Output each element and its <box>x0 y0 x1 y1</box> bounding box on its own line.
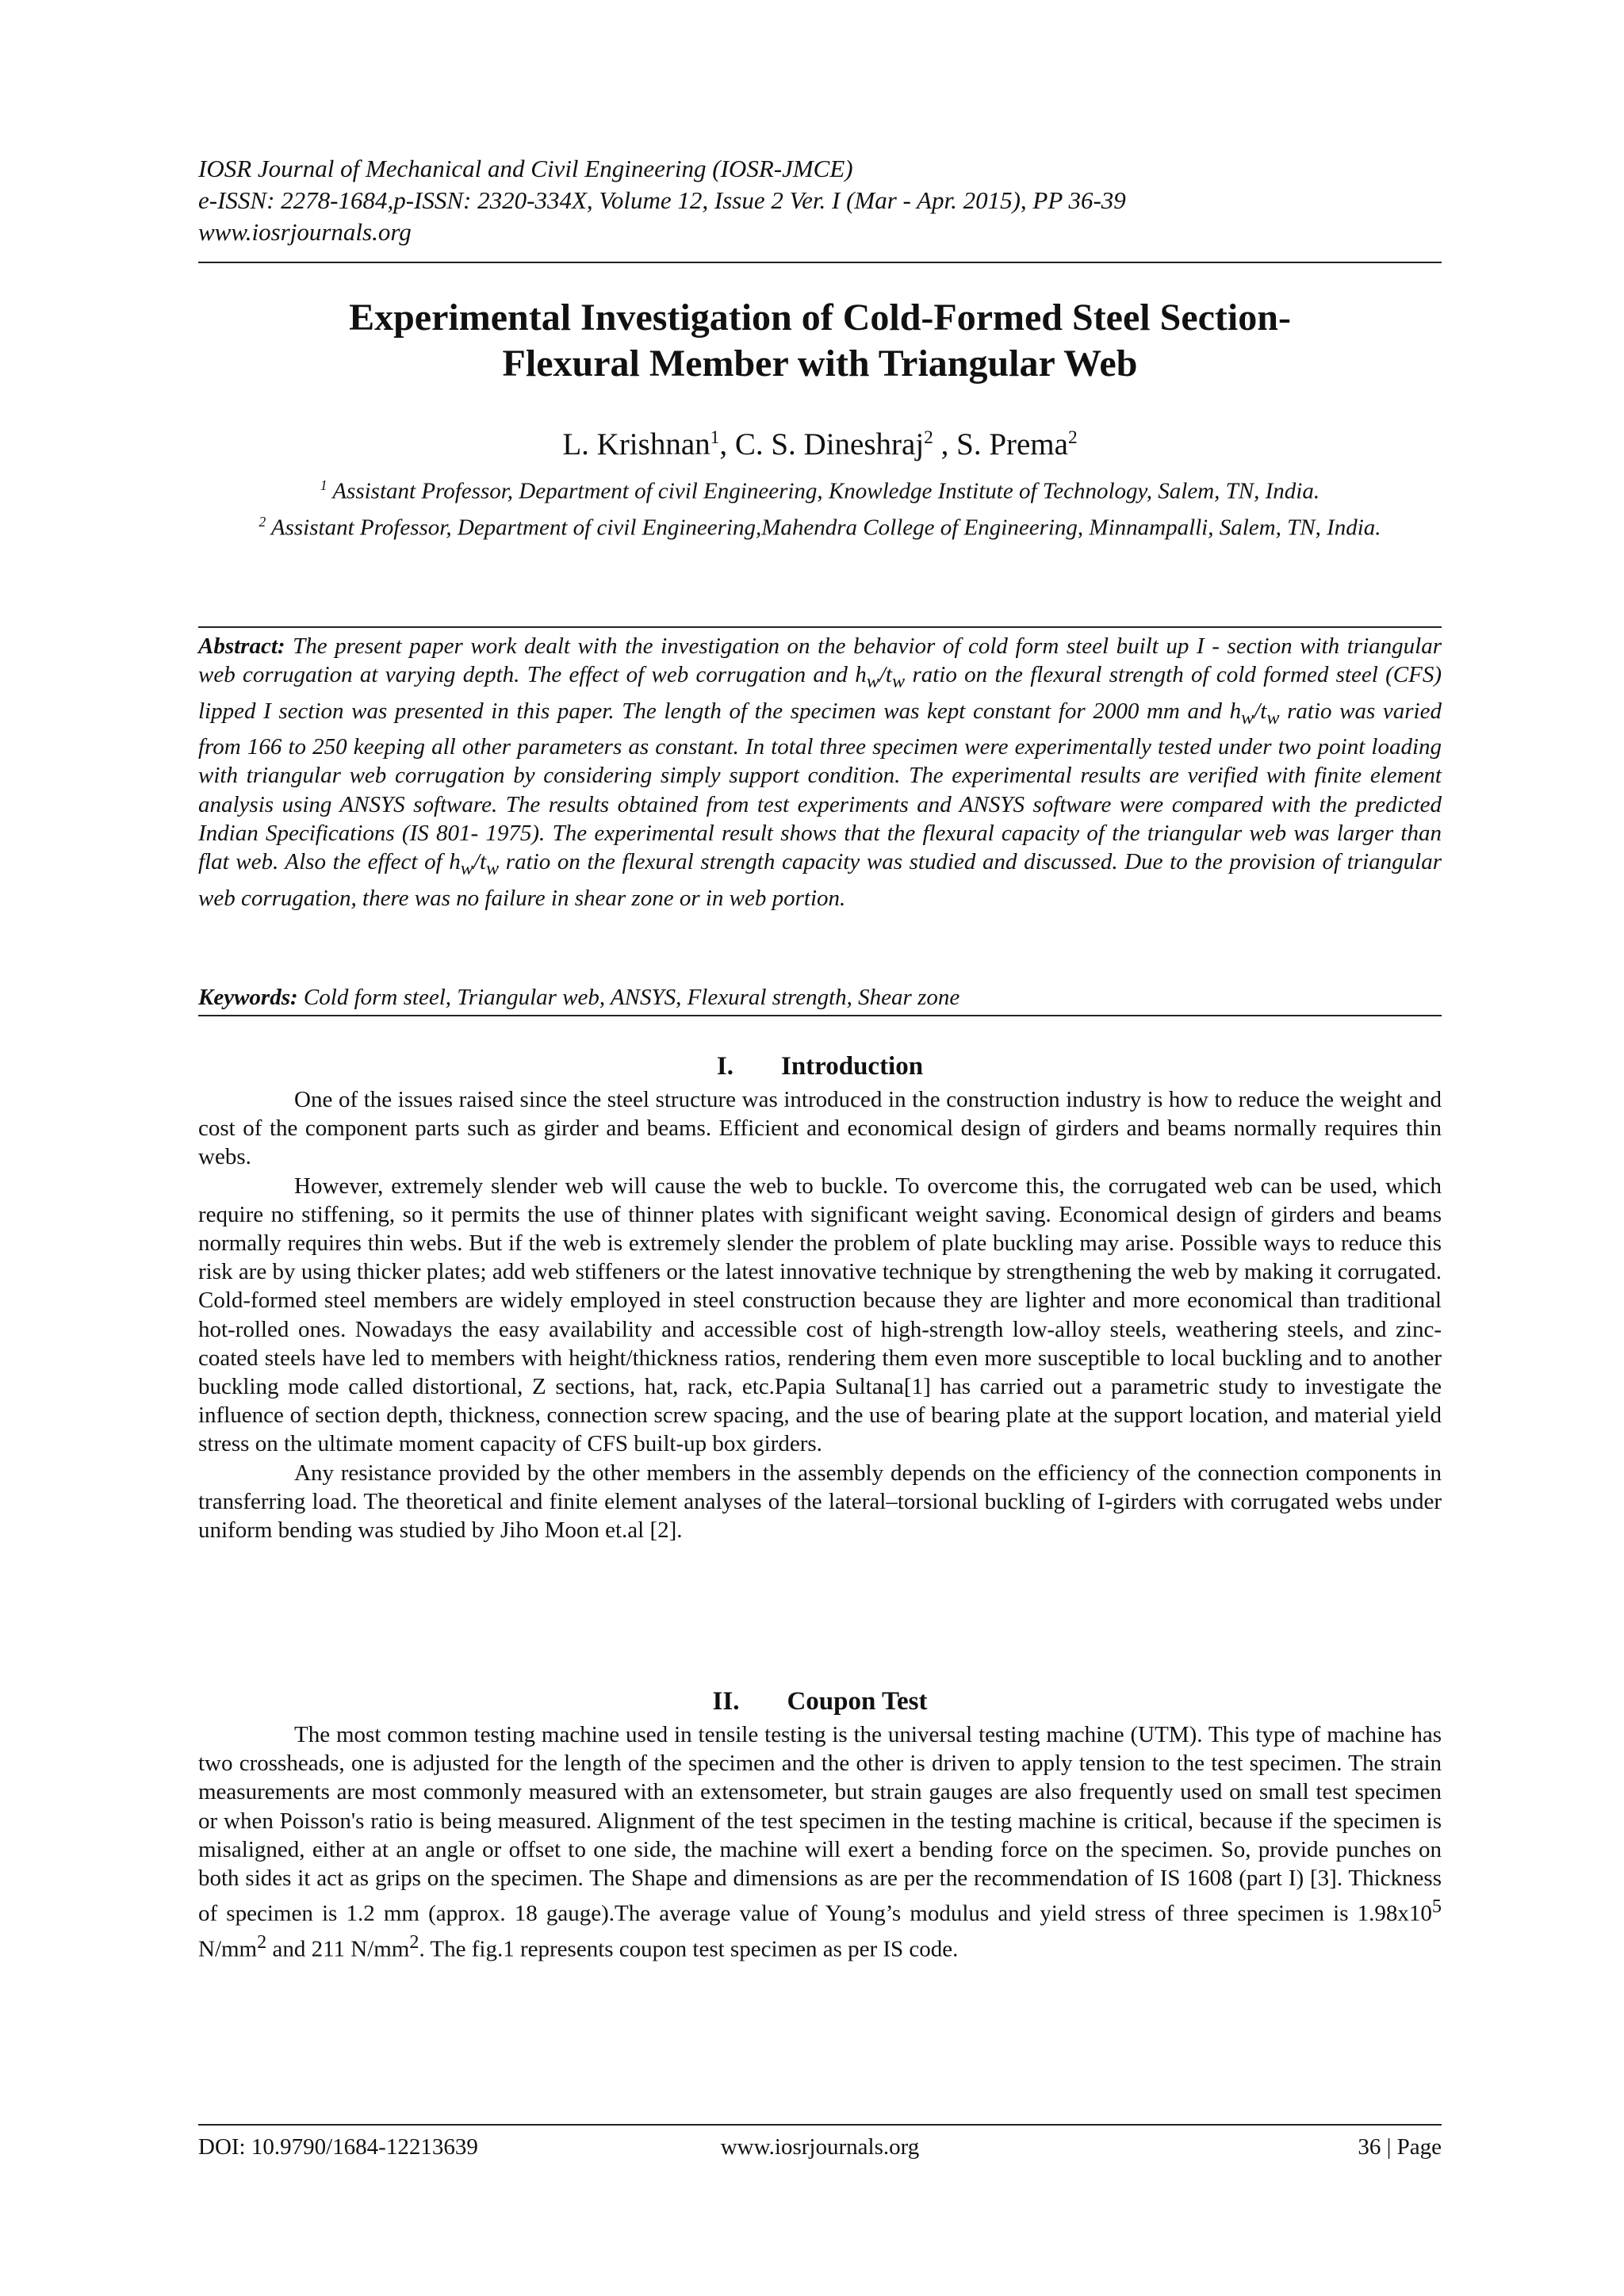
affil-mark: 2 <box>259 513 266 530</box>
footer-rule <box>198 2124 1442 2126</box>
paragraph-text: N/mm <box>198 1936 258 1962</box>
footer-doi: DOI: 10.9790/1684-12213639 <box>198 2134 478 2160</box>
paper-page <box>198 0 1442 2296</box>
subscript: w <box>892 671 906 693</box>
paragraph: Any resistance provided by the other members in the assembly depends on the efficiency of the connection components in transferring load. The theoretical and finite element analyses of the lateral–torsional buckling of I-girders with corrugated webs under uniform bending was studied by Jiho Moon et.al [2]. <box>198 1460 1442 1544</box>
abstract-text: ratio was varied from 166 to 250 keeping all other parameters as constant. In total three specimen were experimentally tested under two point loading with triangular web corrugation by considering simply support condition. The experimental results are verified with finite element analysis using ANSYS software. The results obtained from test experiments and ANSYS software were compared with the predicted Indian Specifications (IS 801- 1975). The experimental result shows that the flexural capacity of the triangular web was larger than flat web. Also the effect of h <box>198 698 1442 875</box>
journal-issn: e-ISSN: 2278-1684,p-ISSN: 2320-334X, Volume 12, Issue 2 Ver. I (Mar - Apr. 2015), PP 36-39 <box>198 186 1126 214</box>
abstract-top-rule <box>198 626 1442 628</box>
affiliation-1 <box>198 470 1442 507</box>
abstract-bottom-rule <box>198 1015 1442 1016</box>
abstract-text: ratio on the flexural strength capacity was studied and discussed. Due to the provision of triangular web corrugation, there was no failure in shear zone or in web portion. <box>198 849 1442 911</box>
paragraph: One of the issues raised since the steel structure was introduced in the construction industry is how to reduce the weight and cost of the component parts such as girder and beams. Efficient and economical design of girders and beams normally requires thin webs. <box>198 1087 1442 1170</box>
title-line-2: Flexural Member with Triangular Web <box>502 342 1138 385</box>
journal-name: IOSR Journal of Mechanical and Civil Engineering (IOSR-JMCE) <box>198 155 853 182</box>
section-number: II. <box>712 1687 740 1716</box>
footer-site[interactable]: www.iosrjournals.org <box>720 2134 920 2160</box>
keywords <box>198 983 1442 1012</box>
section-number: I. <box>716 1052 733 1081</box>
abstract-text: The present paper work dealt with the investigation on the behavior of cold form steel built up I - section with triangular web corrugation at varying depth. The effect of web corrugation and h <box>198 633 1442 688</box>
title-line-1: Experimental Investigation of Cold-Formed Steel Section- <box>349 297 1291 339</box>
keywords-label: Keywords: <box>198 985 298 1010</box>
subscript: w <box>460 858 473 880</box>
superscript: 2 <box>257 1931 267 1954</box>
author-affil-mark: 2 <box>924 427 933 448</box>
journal-header <box>198 153 1442 248</box>
author-affil-mark: 2 <box>1067 427 1078 448</box>
affil-text: Assistant Professor, Department of civil Engineering,Mahendra College of Engineering, Minnampalli, Salem, TN, India. <box>266 515 1381 541</box>
affil-mark: 1 <box>320 477 327 493</box>
affiliation-2 <box>198 507 1442 543</box>
subscript: w <box>486 858 500 880</box>
subscript: w <box>1241 706 1254 729</box>
subscript: w <box>866 671 879 693</box>
affil-text: Assistant Professor, Department of civil Engineering, Knowledge Institute of Technology, Salem, TN, India. <box>327 478 1320 504</box>
paragraph-text: The most common testing machine used in tensile testing is the universal testing machine (UTM). This type of machine has two crossheads, one is adjusted for the length of the specimen and the other is driven to apply tension to the test specimen. The strain measurements are most commonly measured with an extensometer, but strain gauges are also frequently used on small test specimen or when Poisson's ratio is being measured. Alignment of the test specimen in the testing machine is critical, because if the specimen is misaligned, either at an angle or offset to one side, the machine will exert a bending force on the specimen. So, provide punches on both sides it act as grips on the specimen. The Shape and dimensions as are per the recommendation of IS 1608 (part I) [3]. Thickness of specimen is 1.2 mm (approx. 18 gauge).The average value of Young’s modulus and yield stress of three specimen is 1.98x10 <box>198 1722 1442 1927</box>
author-krishnan: L. Krishnan <box>562 427 710 461</box>
abstract-label: Abstract: <box>198 633 285 659</box>
subscript: w <box>1266 706 1280 729</box>
section-title: Introduction <box>780 1052 924 1081</box>
author-prema: , S. Prema <box>933 427 1068 461</box>
footer-page-number: 36 | Page <box>1358 2134 1442 2160</box>
section-title: Coupon Test <box>787 1687 928 1716</box>
superscript: 5 <box>1431 1896 1442 1918</box>
abstract-text: /t <box>879 662 892 688</box>
paragraph-text: and 211 N/mm <box>266 1936 410 1962</box>
journal-url[interactable]: www.iosrjournals.org <box>198 218 412 246</box>
superscript: 2 <box>409 1931 419 1954</box>
affiliations <box>198 470 1442 542</box>
keywords-text: Cold form steel, Triangular web, ANSYS, Flexural strength, Shear zone <box>297 985 960 1010</box>
section-heading-introduction <box>198 1050 1442 1082</box>
header-rule <box>198 262 1442 263</box>
abstract-text: /t <box>473 849 487 875</box>
abstract <box>198 632 1442 913</box>
paragraph <box>198 1720 1442 1964</box>
introduction-body <box>198 1085 1442 1544</box>
section-heading-coupon-test <box>198 1686 1442 1717</box>
author-affil-mark: 1 <box>710 427 720 448</box>
author-list <box>198 419 1442 464</box>
coupon-test-body <box>198 1720 1442 1964</box>
author-dineshraj: , C. S. Dineshraj <box>719 427 925 461</box>
abstract-text: /t <box>1254 698 1267 724</box>
paragraph: However, extremely slender web will cause the web to buckle. To overcome this, the corrugated web can be used, which require no stiffening, so it permits the use of thinner plates with significant weight saving. Economical design of girders and beams normally requires thin webs. But if the web is extremely slender the problem of plate buckling may arise. Possible ways to reduce this risk are by using thicker plates; add web stiffeners or the latest innovative technique by strengthening the web by making it corrugated. Cold-formed steel members are widely employed in steel construction because they are lighter and more economical than traditional hot-rolled ones. Nowadays the easy availability and accessible cost of high-strength low-alloy steels, weathering steels, and zinc-coated steels have led to members with height/thickness ratios, rendering them even more susceptible to local buckling and to another buckling mode called distortional, Z sections, hat, rack, etc.Papia Sultana[1] has carried out a parametric study to investigate the influence of section depth, thickness, connection screw spacing, and the use of bearing plate at the support location, and material yield stress on the ultimate moment capacity of CFS built-up box girders. <box>198 1173 1442 1457</box>
abstract-text: ratio on the flexural strength of cold formed steel (CFS) lipped I section was presented in this paper. The length of the specimen was kept constant for 2000 mm and h <box>198 662 1442 724</box>
paragraph-text: . The fig.1 represents coupon test specimen as per IS code. <box>419 1936 959 1962</box>
paper-title <box>198 295 1442 387</box>
